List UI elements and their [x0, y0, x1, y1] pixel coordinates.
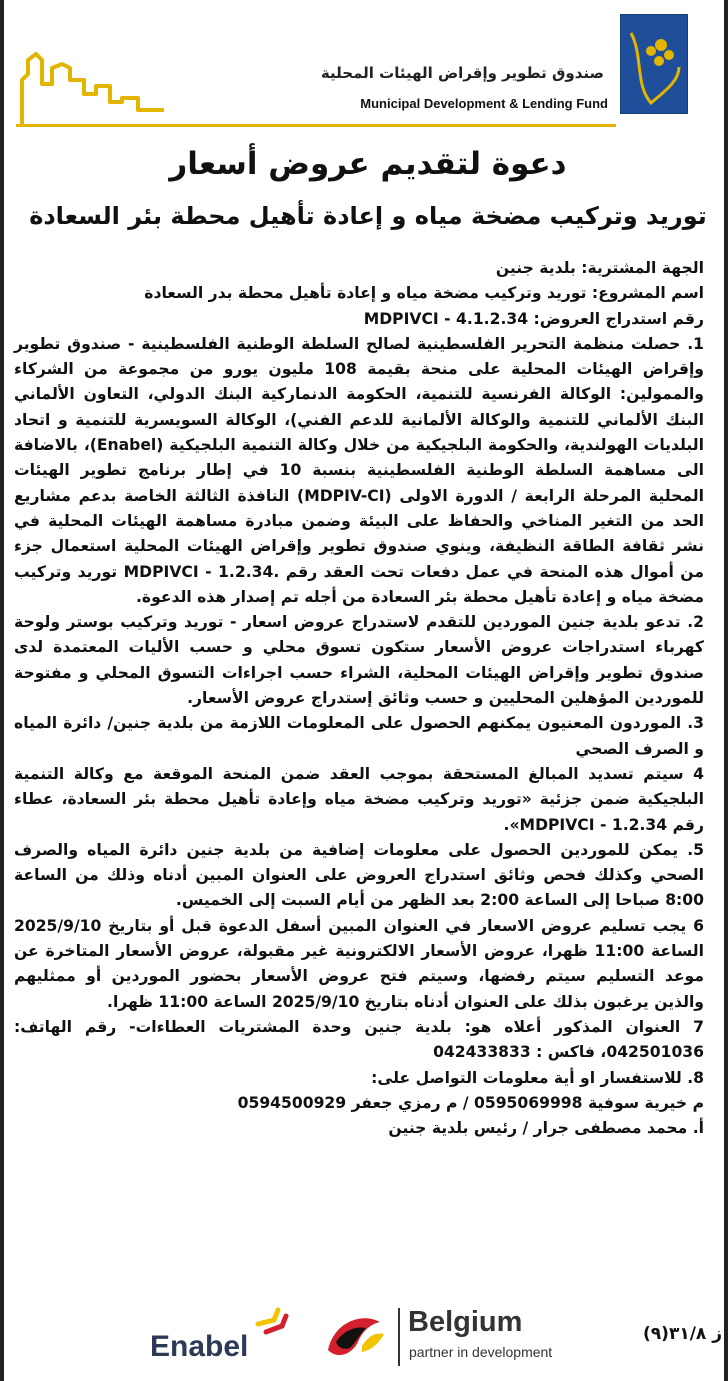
header-divider	[16, 124, 616, 127]
paragraph-5: 5. يمكن للموردين الحصول على معلومات إضافية من بلدية جنين دائرة المياه والصرف الصحي وكذلك فحص وثائق استدراج العروض على العنوان المبين أدناه وذلك من الساعة 8:00 صباحا إلى الساعة 2:00 بعد الظهر من أيام السبت إلى الخميس.	[14, 840, 704, 910]
announcement-body	[14, 256, 704, 1141]
belgium-logo-separator	[398, 1308, 400, 1366]
org-name-arabic: صندوق تطوير وإقراض الهيئات المحلية	[320, 64, 604, 82]
belgium-logo-text: Belgium	[408, 1306, 523, 1338]
belgium-tagline: partner in development	[409, 1344, 553, 1360]
project-line: اسم المشروع: توريد وتركيب مضخة مياه و إعادة تأهيل محطة بدر السعادة	[144, 284, 704, 303]
signature-line: أ. محمد مصطفى جرار / رئيس بلدية جنين	[388, 1119, 704, 1138]
reference-line: رقم استدراج العروض: MDPIVCI - 4.1.2.34	[363, 309, 704, 328]
paragraph-4: 4 سيتم تسديد المبالغ المستحقة بموجب العقد ضمن المنحة الموقعة مع وكالة التنمية البلجيكية ضمن جزئية «توريد وتركيب مضخة مياه وإعادة تأهيل محطة بئر السعادة، عطاء رقم MDPIVCI - 1.2.34».	[14, 764, 704, 834]
belgium-logo-icon	[322, 1302, 388, 1368]
fund-logo	[620, 14, 688, 114]
date-code: ز ٣١/٨(٩)	[642, 1324, 722, 1344]
page-title: دعوة لتقديم عروض أسعار	[169, 146, 567, 182]
page-subtitle: توريد وتركيب مضخة مياه و إعادة تأهيل محطة بئر السعادة	[29, 202, 707, 230]
buyer-line: الجهة المشترية: بلدية جنين	[495, 259, 704, 277]
paragraph-7: 7 العنوان المذكور أعلاه هو: بلدية جنين وحدة المشتريات العطاءات- رقم الهاتف: 042501036، فاكس : 042433833	[14, 1017, 704, 1062]
paragraph-1: 1. حصلت منظمة التحرير الفلسطينية لصالح السلطة الوطنية الفلسطينية - صندوق تطوير وإقراض الهيئات المحلية على منحة بقيمة 108 مليون يورو من مجموعة من الشركاء والممولين: الوكالة الفرنسية للتنمية، الحكومة الدنماركية البنك الدولي، التعاون الألماني البنك الألماني للتنمية والوكالة الألمانية للدعم الفني)، الوكالة السويسرية للتنمية و اتحاد البلديات الهولندية، والحكومة البلجيكية من خلال وكالة التنمية البلجيكية (Enabel)، بالاضافة الى مساهمة السلطة الوطنية الفلسطينية بنسبة 10 في إطار برنامج تطوير الهيئات المحلية المرحلة الرابعة / الدورة الاولى (MDPIV-CI) النافذة الثالثة الخاصة بدعم مشاريع الحد من التغير المناخي والحفاظ على البيئة وضمن مبادرة مساهمة الهيئات المحلية في نشر ثقافة الطاقة النظيفة، وينوي صندوق تطوير وإقراض الهيئات المحلية استعمال جزء من أموال هذه المنحة في عمل دفعات تحت العقد رقم .MDPIVCI - 1.2.34 توريد وتركيب مضخة مياه و إعادة تأهيل محطة بئر السعادة من أجله تم إصدار هذه الدعوة.	[14, 334, 705, 606]
footer-logos	[4, 1296, 728, 1376]
city-skyline-graphic	[18, 40, 168, 126]
paragraph-6: 6 يجب تسليم عروض الاسعار في العنوان المبين أسفل الدعوة قبل أو بتاريخ 2025/9/10 الساعة 11:00 ظهرا، عروض الأسعار الالكترونية غير مقبولة، عروض الأسعار المتاخرة عن موعد التسليم سيتم رفضها، وسيتم فتح عروض الأسعار بحضور الموردين أو ممثليهم والذين يرغبون بذلك على العنوان أدناه بتاريخ 2025/9/10 الساعة 11:00 ظهرا.	[14, 916, 704, 1011]
enabel-logo-text: Enabel	[150, 1330, 249, 1363]
enabel-logo-icon	[252, 1306, 292, 1346]
contacts-line: م خيرية سوفية 0595069998 / م رمزي جعفر 0594500929	[237, 1093, 704, 1112]
paragraph-3: 3. الموردون المعنيون يمكنهم الحصول على المعلومات اللازمة من بلدية جنين/ دائرة المياه و الصرف الصحي	[14, 714, 704, 758]
header	[4, 0, 728, 140]
org-name-english: Municipal Development & Lending Fund	[360, 96, 608, 111]
paragraph-2: 2. تدعو بلدية جنين الموردين للتقدم لاستدراج عروض اسعار - توريد وتركيب بوستر ولوحة كهرباء استدراجات عروض الأسعار ستكون تسوق محلي و حسب الأليات المعتمدة لدى صندوق تطوير وإقراض الهيئات المحلية، الشراء حسب اجراءات التسوق المحلي و مفتوحة للموردين المؤهلين المحليين و حسب وثائق إستدراج عروض الأسعار.	[14, 613, 704, 708]
paragraph-8: 8. للاستفسار او أية معلومات التواصل على:	[371, 1068, 704, 1087]
people-icon	[621, 15, 687, 113]
